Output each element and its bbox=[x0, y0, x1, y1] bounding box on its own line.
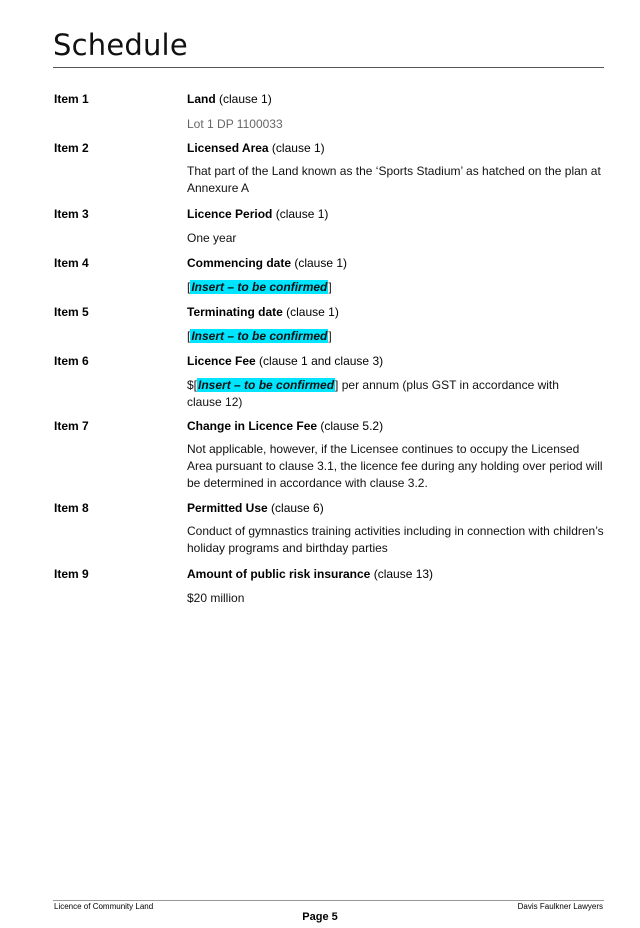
placeholder-highlight: Insert – to be confirmed bbox=[191, 329, 328, 343]
clause-ref: (clause 1) bbox=[282, 305, 339, 319]
item-heading bbox=[187, 305, 339, 319]
clause-ref: (clause 1) bbox=[268, 141, 325, 155]
bracket-open: [ bbox=[187, 280, 191, 294]
item-heading bbox=[187, 141, 325, 155]
item-value bbox=[187, 328, 607, 345]
page-number: Page 5 bbox=[302, 911, 338, 923]
item-heading bbox=[187, 419, 383, 433]
heading-text: Amount of public risk insurance bbox=[187, 567, 371, 581]
heading-text: Licence Fee bbox=[187, 354, 256, 368]
item-value: $20 million bbox=[187, 591, 245, 605]
item-label: Item 1 bbox=[54, 92, 89, 106]
heading-text: Licensed Area bbox=[187, 141, 269, 155]
fee-suffix-line2: clause 12) bbox=[187, 395, 243, 409]
clause-ref: (clause 1 and clause 3) bbox=[255, 354, 384, 368]
page-title: Schedule bbox=[53, 28, 188, 62]
footer-firm-name: Davis Faulkner Lawyers bbox=[517, 902, 603, 911]
heading-text: Change in Licence Fee bbox=[187, 419, 318, 433]
clause-ref: (clause 1) bbox=[291, 256, 348, 270]
item-label: Item 6 bbox=[54, 354, 89, 368]
bracket-close: ] bbox=[328, 329, 332, 343]
title-divider bbox=[53, 67, 604, 68]
item-label: Item 9 bbox=[54, 567, 89, 581]
placeholder-highlight: Insert – to be confirmed bbox=[191, 280, 328, 294]
footer-divider bbox=[53, 900, 604, 901]
heading-text: Commencing date bbox=[187, 256, 292, 270]
item-label: Item 7 bbox=[54, 419, 89, 433]
placeholder-highlight: Insert – to be confirmed bbox=[198, 378, 335, 392]
item-heading bbox=[187, 207, 328, 221]
item-label: Item 5 bbox=[54, 305, 89, 319]
item-label: Item 4 bbox=[54, 256, 89, 270]
item-heading bbox=[187, 92, 272, 106]
item-value bbox=[187, 377, 607, 411]
clause-ref: (clause 1) bbox=[215, 92, 272, 106]
clause-ref: (clause 5.2) bbox=[317, 419, 384, 433]
clause-ref: (clause 1) bbox=[272, 207, 329, 221]
heading-text: Licence Period bbox=[187, 207, 273, 221]
item-label: Item 2 bbox=[54, 141, 89, 155]
item-heading bbox=[187, 567, 433, 581]
item-label: Item 8 bbox=[54, 501, 89, 515]
footer-document-name: Licence of Community Land bbox=[54, 902, 154, 911]
item-label: Item 3 bbox=[54, 207, 89, 221]
fee-prefix: $[ bbox=[187, 378, 198, 392]
item-value: One year bbox=[187, 231, 237, 245]
item-value: That part of the Land known as the ‘Sports Stadium’ as hatched on the plan at Annexure A bbox=[187, 164, 601, 195]
item-value: Not applicable, however, if the Licensee continues to occupy the Licensed Area pursuant to clause 3.1, the licence fee during any holding over period will be determined in accordance with clause 3.2. bbox=[187, 442, 603, 490]
bracket-close: ] bbox=[328, 280, 332, 294]
item-value: Lot 1 DP 1100033 bbox=[187, 117, 283, 131]
heading-text: Terminating date bbox=[187, 305, 283, 319]
item-value: Conduct of gymnastics training activities including in connection with children’s holiday programs and birthday parties bbox=[187, 524, 604, 555]
item-heading bbox=[187, 256, 347, 270]
item-heading bbox=[187, 354, 383, 368]
item-heading bbox=[187, 501, 324, 515]
heading-text: Permitted Use bbox=[187, 501, 268, 515]
item-value bbox=[187, 279, 607, 296]
bracket-open: [ bbox=[187, 329, 191, 343]
heading-text: Land bbox=[187, 92, 216, 106]
fee-suffix: ] per annum (plus GST in accordance with bbox=[335, 378, 559, 392]
clause-ref: (clause 13) bbox=[370, 567, 434, 581]
clause-ref: (clause 6) bbox=[267, 501, 324, 515]
